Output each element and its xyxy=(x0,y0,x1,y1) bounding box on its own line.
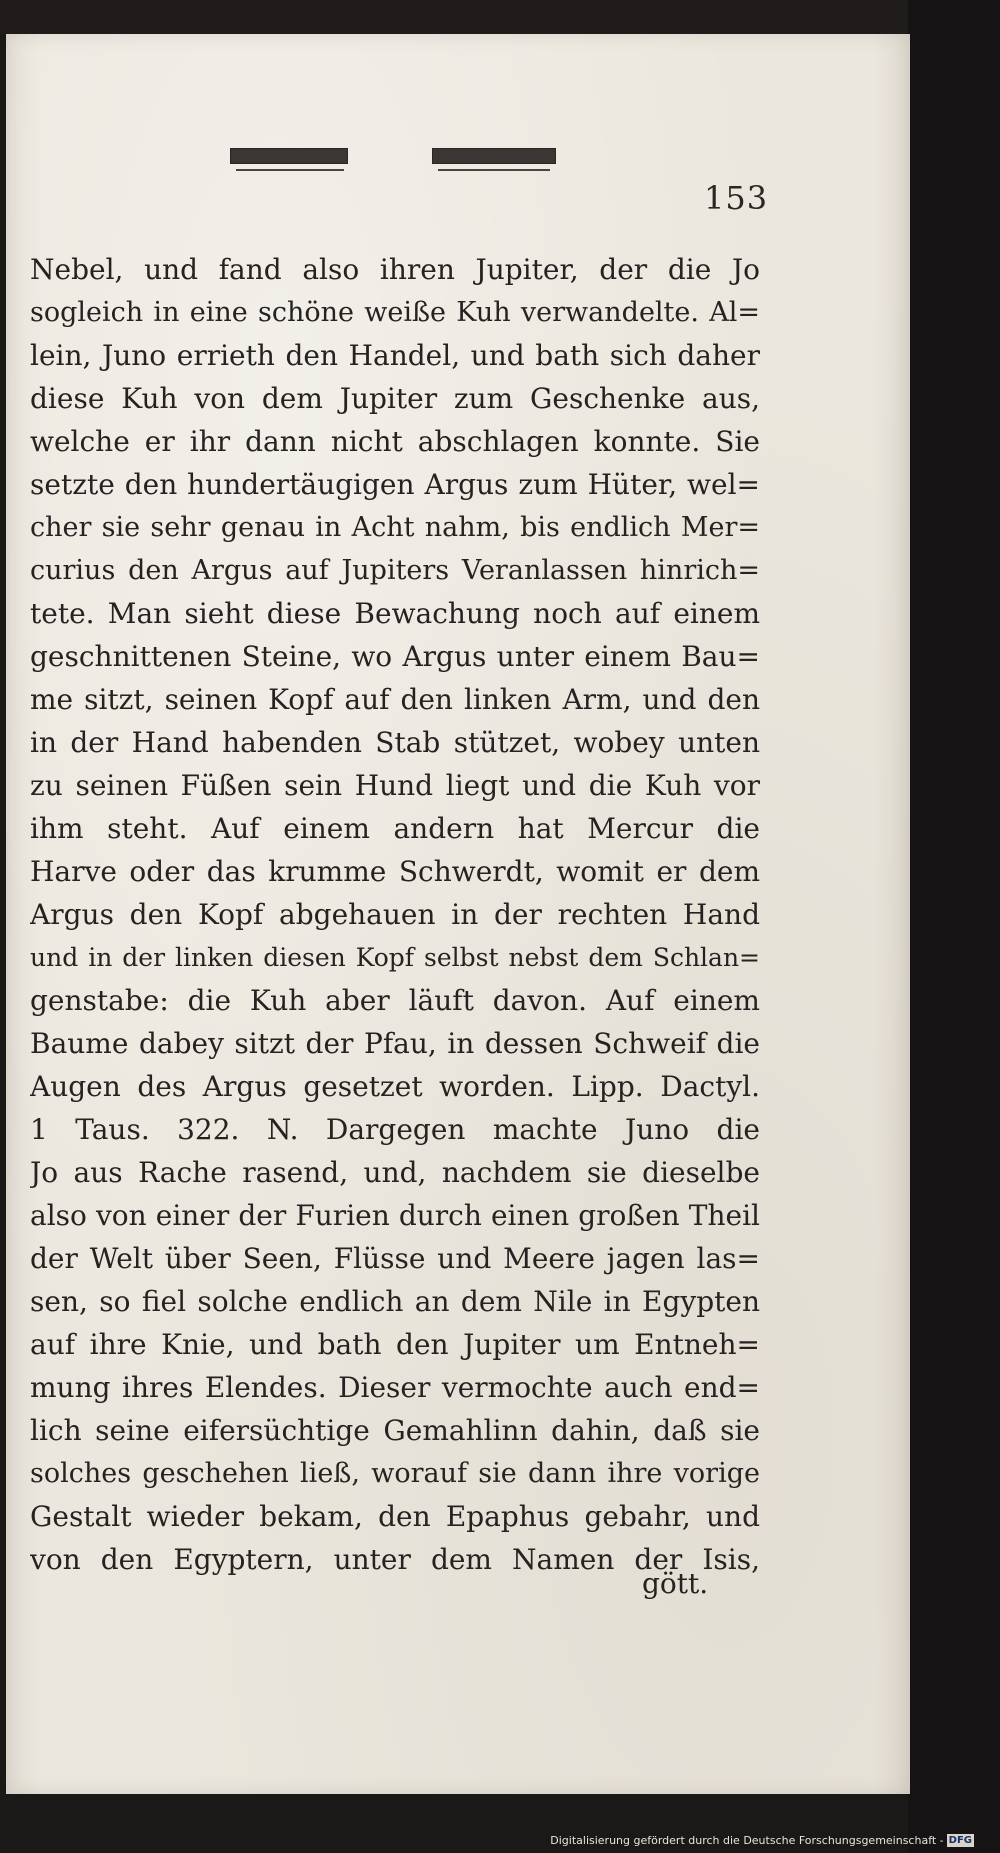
text-line: in der Hand habenden Stab stützet, wobey unten xyxy=(30,726,760,759)
text-line: me sitzt, seinen Kopf auf den linken Arm, und den xyxy=(30,683,760,716)
text-line: der Welt über Seen, Flüsse und Meere jagen las= xyxy=(30,1242,760,1275)
ornament-bar xyxy=(432,148,556,164)
text-line: also von einer der Furien durch einen großen Theil xyxy=(30,1199,760,1232)
text-line: Baume dabey sitzt der Pfau, in dessen Schweif die xyxy=(30,1027,760,1060)
text-line: geschnittenen Steine, wo Argus unter einem Bau= xyxy=(30,640,760,673)
text-line: mung ihres Elendes. Dieser vermochte auch end= xyxy=(30,1371,760,1404)
book-page xyxy=(6,34,910,1794)
text-line: lein, Juno errieth den Handel, und bath sich daher xyxy=(30,339,760,372)
scan-right-edge xyxy=(908,0,1000,1853)
text-line: ihm steht. Auf einem andern hat Mercur die xyxy=(30,812,760,845)
text-line: und in der linken diesen Kopf selbst nebst dem Schlan= xyxy=(30,943,760,972)
digitization-credit xyxy=(550,1834,974,1848)
text-line: lich seine eifersüchtige Gemahlinn dahin, daß sie xyxy=(30,1414,760,1447)
text-line: genstabe: die Kuh aber läuft davon. Auf einem xyxy=(30,984,760,1017)
text-line: diese Kuh von dem Jupiter zum Geschenke aus, xyxy=(30,382,760,415)
ornament-rule xyxy=(438,169,550,171)
text-line: auf ihre Knie, und bath den Jupiter um Entneh= xyxy=(30,1328,760,1361)
text-line: Harve oder das krumme Schwerdt, womit er dem xyxy=(30,855,760,888)
text-line: Argus den Kopf abgehauen in der rechten Hand xyxy=(30,898,760,931)
text-line: Gestalt wieder bekam, den Epaphus gebahr, und xyxy=(30,1500,760,1533)
text-line: zu seinen Füßen sein Hund liegt und die Kuh vor xyxy=(30,769,760,802)
text-line: welche er ihr dann nicht abschlagen konnte. Sie xyxy=(30,425,760,458)
text-line: Augen des Argus gesetzet worden. Lipp. Dactyl. xyxy=(30,1070,760,1103)
text-line: tete. Man sieht diese Bewachung noch auf einem xyxy=(30,597,760,630)
header-ornament-left xyxy=(230,148,350,174)
body-text xyxy=(30,248,760,1581)
page-number: 153 xyxy=(704,179,769,217)
ornament-rule xyxy=(236,169,344,171)
dfg-logo: DFG xyxy=(948,1835,972,1846)
text-line: Jo aus Rache rasend, und, nachdem sie dieselbe xyxy=(30,1156,760,1189)
catchword: gött. xyxy=(642,1567,709,1600)
header-ornament-right xyxy=(432,148,556,174)
ornament-bar xyxy=(230,148,348,164)
text-line: sen, so fiel solche endlich an dem Nile in Egypten xyxy=(30,1285,760,1318)
text-line: setzte den hundertäugigen Argus zum Hüter, wel= xyxy=(30,468,760,501)
text-line: sogleich in eine schöne weiße Kuh verwandelte. Al= xyxy=(30,297,760,328)
text-line: von den Egyptern, unter dem Namen der Isis, xyxy=(30,1543,760,1576)
text-line: solches geschehen ließ, worauf sie dann ihre vorige xyxy=(30,1458,760,1489)
text-line: 1 Taus. 322. N. Dargegen machte Juno die xyxy=(30,1113,760,1146)
credit-text: Digitalisierung gefördert durch die Deutsche Forschungsgemeinschaft - xyxy=(550,1833,944,1847)
text-line: cher sie sehr genau in Acht nahm, bis endlich Mer= xyxy=(30,512,760,543)
text-line: Nebel, und fand also ihren Jupiter, der die Jo xyxy=(30,253,760,286)
text-line: curius den Argus auf Jupiters Veranlassen hinrich= xyxy=(30,555,760,586)
scan-top-edge xyxy=(0,0,1000,34)
